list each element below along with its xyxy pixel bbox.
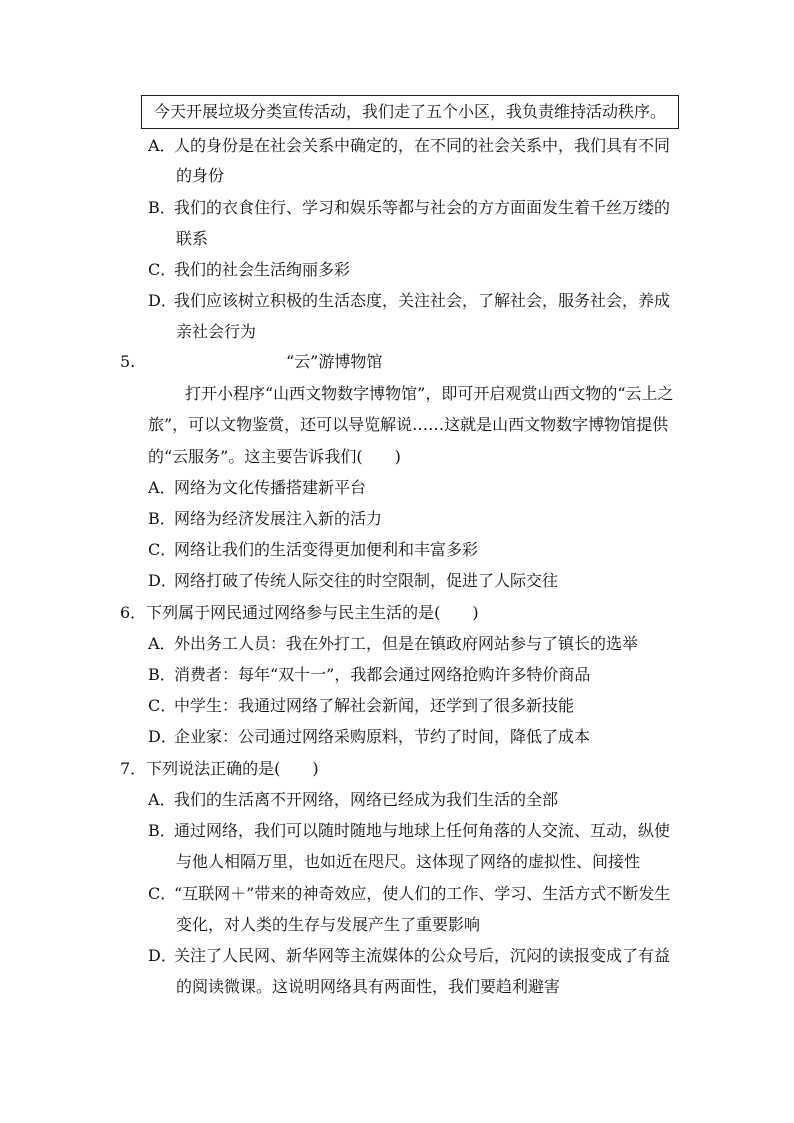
option-text: 关注了人民网、新华网等主流媒体的公众号后，沉闷的读报变成了有益	[174, 946, 671, 965]
q6-option-c[interactable]	[148, 696, 574, 716]
option-letter: B．	[148, 509, 176, 528]
option-letter: D．	[148, 946, 177, 965]
q4-option-c[interactable]	[148, 260, 350, 280]
option-text: 人的身份是在社会关系中确定的，在不同的社会关系中，我们具有不同	[174, 136, 671, 155]
q7-stem: 7．下列说法正确的是( )	[120, 759, 319, 778]
q6-option-a[interactable]	[148, 634, 638, 654]
option-letter: D．	[148, 571, 177, 590]
q5-option-b[interactable]	[148, 509, 382, 529]
q4-option-b[interactable]	[148, 198, 670, 218]
q7-option-b-cont: 与他人相隔万里，也如近在咫尺。这体现了网络的虚拟性、间接性	[176, 852, 641, 871]
q6-option-d[interactable]	[148, 727, 590, 747]
q5-material-line-2: 旅”，可以文物鉴赏，还可以导览解说……这就是山西文物数字博物馆提供	[148, 415, 669, 434]
option-letter: A．	[148, 136, 176, 155]
q5-option-a[interactable]	[148, 478, 366, 498]
option-text: 企业家：公司通过网络采购原料，节约了时间，降低了成本	[174, 727, 591, 746]
option-letter: B．	[148, 198, 176, 217]
option-text: 我们的衣食住行、学习和娱乐等都与社会的方方面面发生着千丝万缕的	[174, 198, 671, 217]
option-text: 消费者：每年“双十一”，我都会通过网络抢购许多特价商品	[174, 665, 591, 684]
option-text: 我们的社会生活绚丽多彩	[174, 260, 351, 279]
option-text: 网络打破了传统人际交往的时空限制，促进了人际交往	[174, 571, 559, 590]
q4-option-d-cont: 亲社会行为	[176, 322, 257, 341]
q4-option-d[interactable]	[148, 291, 670, 311]
option-text: 外出务工人员：我在外打工，但是在镇政府网站参与了镇长的选举	[174, 634, 639, 653]
option-text: 网络为经济发展注入新的活力	[174, 509, 383, 528]
q7-option-d[interactable]	[148, 946, 670, 966]
q5-option-c[interactable]	[148, 540, 478, 560]
option-text: 中学生：我通过网络了解社会新闻，还学到了很多新技能	[174, 696, 575, 715]
q5-material-title: “云”游博物馆	[286, 352, 383, 371]
option-letter: C．	[148, 260, 177, 279]
option-letter: C．	[148, 884, 177, 903]
option-letter: A．	[148, 634, 176, 653]
q7-option-b[interactable]	[148, 821, 670, 841]
option-text: “互联网＋”带来的神奇效应，使人们的工作、学习、生活方式不断发生	[174, 884, 671, 903]
option-letter: D．	[148, 291, 177, 310]
option-letter: C．	[148, 540, 177, 559]
q5-material-line-3: 的“云服务”。这主要告诉我们( )	[148, 447, 401, 466]
q4-option-a[interactable]	[148, 136, 670, 156]
q4-option-a-cont: 的身份	[176, 166, 225, 185]
option-letter: B．	[148, 665, 176, 684]
option-letter: C．	[148, 696, 177, 715]
q4-option-b-cont: 联系	[176, 229, 209, 248]
q7-option-c-cont: 变化，对人类的生存与发展产生了重要影响	[176, 915, 481, 934]
option-letter: A．	[148, 478, 176, 497]
option-text: 网络为文化传播搭建新平台	[174, 478, 367, 497]
q7-option-a[interactable]	[148, 790, 558, 810]
q5-material-line-1: 打开小程序“山西文物数字博物馆”，即可开启观赏山西文物的“云上之	[185, 384, 674, 403]
option-text: 我们的生活离不开网络，网络已经成为我们生活的全部	[174, 790, 559, 809]
material-box: 今天开展垃圾分类宣传活动，我们走了五个小区，我负责维持活动秩序。	[141, 95, 679, 129]
option-letter: A．	[148, 790, 176, 809]
option-text: 网络让我们的生活变得更加便利和丰富多彩	[174, 540, 479, 559]
q7-option-c[interactable]	[148, 884, 670, 904]
option-text: 我们应该树立积极的生活态度，关注社会，了解社会，服务社会，养成	[174, 291, 671, 310]
q7-option-d-cont: 的阅读微课。这说明网络具有两面性，我们要趋利避害	[176, 977, 561, 996]
q6-stem: 6．下列属于网民通过网络参与民主生活的是( )	[120, 603, 479, 622]
option-letter: D．	[148, 727, 177, 746]
q5-number: 5.	[120, 352, 136, 371]
q5-option-d[interactable]	[148, 571, 558, 591]
q6-option-b[interactable]	[148, 665, 590, 685]
option-letter: B．	[148, 821, 176, 840]
option-text: 通过网络，我们可以随时随地与地球上任何角落的人交流、互动，纵使	[174, 821, 671, 840]
